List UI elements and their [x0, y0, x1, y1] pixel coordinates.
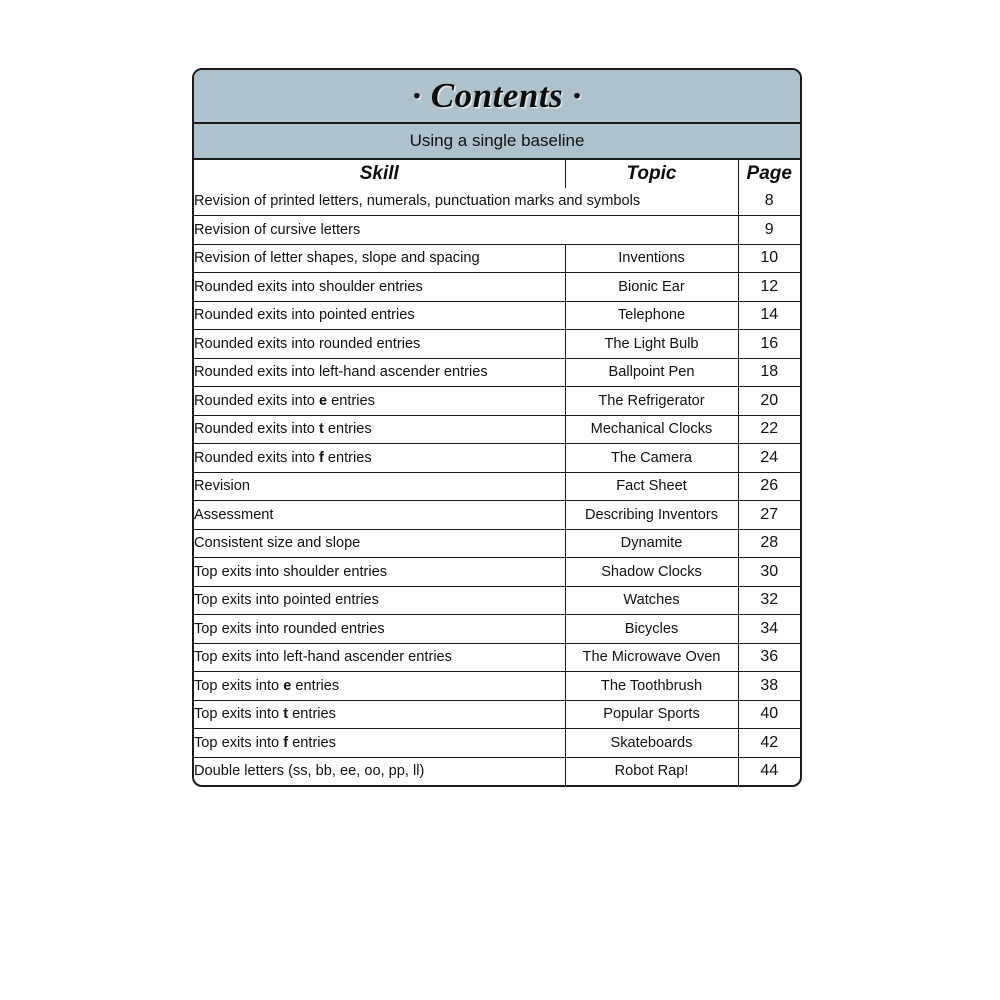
cell-skill: Top exits into shoulder entries	[194, 558, 565, 587]
cell-topic: The Light Bulb	[565, 330, 738, 359]
cell-page: 27	[738, 501, 800, 530]
table-row	[194, 415, 800, 444]
table-row	[194, 244, 800, 273]
skill-emphasis: f	[283, 734, 289, 751]
cell-page: 26	[738, 472, 800, 501]
cell-page: 8	[738, 188, 800, 216]
cell-skill: Top exits into left-hand ascender entries	[194, 643, 565, 672]
table-row	[194, 501, 800, 530]
cell-topic: Ballpoint Pen	[565, 358, 738, 387]
cell-skill: Rounded exits into shoulder entries	[194, 273, 565, 302]
cell-skill: Top exits into pointed entries	[194, 586, 565, 615]
cell-skill: Revision of printed letters, numerals, punctuation marks and symbols	[194, 188, 738, 216]
cell-topic: Dynamite	[565, 529, 738, 558]
cell-skill: Rounded exits into f entries	[194, 444, 565, 473]
cell-topic: Watches	[565, 586, 738, 615]
cell-page: 9	[738, 216, 800, 245]
cell-skill: Assessment	[194, 501, 565, 530]
cell-page: 16	[738, 330, 800, 359]
cell-skill: Rounded exits into t entries	[194, 415, 565, 444]
column-header-page: Page	[738, 160, 800, 188]
table-row	[194, 387, 800, 416]
table-row	[194, 700, 800, 729]
cell-topic: Inventions	[565, 244, 738, 273]
cell-page: 12	[738, 273, 800, 302]
table-row	[194, 330, 800, 359]
table-row	[194, 273, 800, 302]
contents-subtitle: Using a single baseline	[409, 131, 585, 150]
cell-page: 30	[738, 558, 800, 587]
cell-skill: Rounded exits into left-hand ascender entries	[194, 358, 565, 387]
cell-page: 20	[738, 387, 800, 416]
table-row	[194, 472, 800, 501]
cell-skill: Revision of cursive letters	[194, 216, 738, 245]
cell-topic: Robot Rap!	[565, 757, 738, 785]
cell-topic: Popular Sports	[565, 700, 738, 729]
cell-page: 32	[738, 586, 800, 615]
table-row	[194, 672, 800, 701]
cell-page: 22	[738, 415, 800, 444]
contents-table	[194, 160, 800, 785]
cell-page: 10	[738, 244, 800, 273]
table-row	[194, 301, 800, 330]
table-row	[194, 558, 800, 587]
table-header	[194, 160, 800, 188]
cell-skill: Top exits into rounded entries	[194, 615, 565, 644]
table-row	[194, 444, 800, 473]
skill-emphasis: t	[318, 421, 324, 438]
table-row	[194, 729, 800, 758]
cell-topic: Fact Sheet	[565, 472, 738, 501]
cell-skill: Revision	[194, 472, 565, 501]
column-header-skill: Skill	[194, 160, 565, 188]
cell-page: 24	[738, 444, 800, 473]
cell-topic: The Toothbrush	[565, 672, 738, 701]
cell-skill: Rounded exits into e entries	[194, 387, 565, 416]
cell-topic: The Camera	[565, 444, 738, 473]
cell-page: 18	[738, 358, 800, 387]
cell-skill: Double letters (ss, bb, ee, oo, pp, ll)	[194, 763, 425, 780]
cell-topic: Shadow Clocks	[565, 558, 738, 587]
table-row	[194, 529, 800, 558]
skill-emphasis: t	[283, 706, 289, 723]
table-row	[194, 586, 800, 615]
cell-skill: Consistent size and slope	[194, 529, 565, 558]
contents-card	[192, 68, 802, 787]
cell-topic: Skateboards	[565, 729, 738, 758]
cell-page: 36	[738, 643, 800, 672]
cell-skill: Rounded exits into pointed entries	[194, 301, 565, 330]
cell-topic: Bicycles	[565, 615, 738, 644]
table-row	[194, 216, 800, 245]
cell-topic: The Microwave Oven	[565, 643, 738, 672]
cell-skill: Revision of letter shapes, slope and spacing	[194, 244, 565, 273]
cell-topic: Telephone	[565, 301, 738, 330]
table-row	[194, 615, 800, 644]
cell-skill: Top exits into e entries	[194, 672, 565, 701]
cell-skill: Top exits into f entries	[194, 729, 565, 758]
cell-page: 28	[738, 529, 800, 558]
skill-emphasis: e	[318, 392, 328, 409]
table-header-row	[194, 160, 800, 188]
skill-emphasis: f	[318, 449, 324, 466]
table-row	[194, 643, 800, 672]
table-row	[194, 188, 800, 216]
cell-page: 14	[738, 301, 800, 330]
cell-page: 40	[738, 700, 800, 729]
table-row	[194, 757, 800, 785]
cell-page: 44	[738, 757, 800, 785]
cell-skill: Rounded exits into rounded entries	[194, 330, 565, 359]
cell-page: 38	[738, 672, 800, 701]
skill-emphasis: e	[283, 677, 292, 694]
table-row	[194, 358, 800, 387]
cell-topic: Mechanical Clocks	[565, 415, 738, 444]
cell-skill: Top exits into t entries	[194, 700, 565, 729]
cell-topic: Bionic Ear	[565, 273, 738, 302]
cell-topic: Describing Inventors	[565, 501, 738, 530]
column-header-topic: Topic	[565, 160, 738, 188]
cell-page: 42	[738, 729, 800, 758]
contents-title-band	[194, 70, 800, 124]
table-body	[194, 188, 800, 786]
cell-topic: The Refrigerator	[565, 387, 738, 416]
contents-subtitle-band	[194, 124, 800, 160]
cell-page: 34	[738, 615, 800, 644]
page-title: · Contents ·	[412, 76, 582, 115]
